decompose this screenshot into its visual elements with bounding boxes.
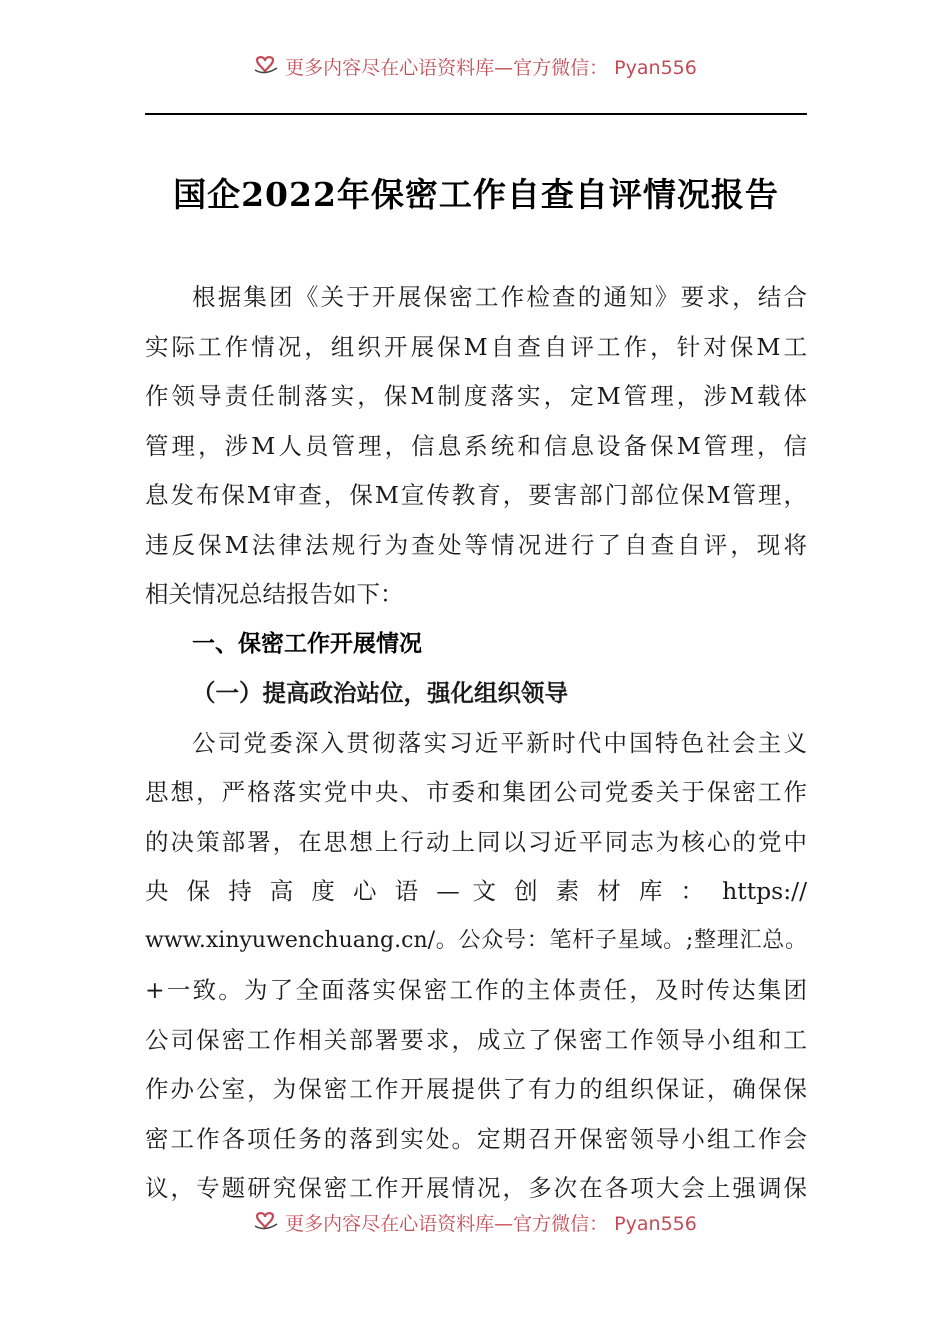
watermark-banner-bottom xyxy=(0,1210,950,1236)
paragraph-line: 违反保M法律法规行为查处等情况进行了自查自评，现将 xyxy=(145,531,807,559)
paragraph-line: 的决策部署，在思想上行动上同以习近平同志为核心的党中 xyxy=(145,828,807,856)
paragraph-line: 思想，严格落实党中央、市委和集团公司党委关于保密工作 xyxy=(145,778,807,806)
paragraph-line: 央 保 持 高 度 心 语 — 文 创 素 材 库 ： https:// xyxy=(145,877,807,905)
paragraph-line: www.xinyuwenchuang.cn/。公众号：笔杆子星域。;整理汇总。 xyxy=(145,928,807,953)
paragraph-line: 息发布保M审查，保M宣传教育，要害部门部位保M管理， xyxy=(145,481,807,509)
subsection-heading: （一）提高政治站位，强化组织领导 xyxy=(192,679,568,707)
brand-logo-icon xyxy=(253,54,281,80)
paragraph-line: 公司党委深入贯彻落实习近平新时代中国特色社会主义 xyxy=(192,729,807,757)
paragraph-line: 实际工作情况，组织开展保M自查自评工作，针对保M工 xyxy=(145,333,807,361)
paragraph-line: 相关情况总结报告如下： xyxy=(145,580,404,608)
paragraph-line: 管理，涉M人员管理，信息系统和信息设备保M管理，信 xyxy=(145,432,807,460)
watermark-banner-top xyxy=(0,54,950,80)
paragraph-line: 公司保密工作相关部署要求，成立了保密工作领导小组和工 xyxy=(145,1026,807,1054)
document-title: 国企2022年保密工作自查自评情况报告 xyxy=(173,175,779,214)
section-heading: 一、保密工作开展情况 xyxy=(192,631,422,657)
paragraph-line: 议，专题研究保密工作开展情况，多次在各项大会上强调保 xyxy=(145,1174,807,1202)
watermark-text-top: 更多内容尽在心语资料库—官方微信： Pyan556 xyxy=(285,57,697,79)
header-rule xyxy=(145,113,807,115)
paragraph-line: 作办公室，为保密工作开展提供了有力的组织保证，确保保 xyxy=(145,1075,807,1103)
watermark-text-bottom: 更多内容尽在心语资料库—官方微信： Pyan556 xyxy=(285,1213,697,1235)
paragraph-line: 根据集团《关于开展保密工作检查的通知》要求，结合 xyxy=(192,283,807,311)
paragraph-line: 密工作各项任务的落到实处。定期召开保密领导小组工作会 xyxy=(145,1125,807,1153)
paragraph-line: 作领导责任制落实，保M制度落实，定M管理，涉M载体 xyxy=(145,382,807,410)
brand-logo-icon xyxy=(253,1210,281,1236)
paragraph-line: +一致。为了全面落实保密工作的主体责任，及时传达集团 xyxy=(145,976,807,1004)
